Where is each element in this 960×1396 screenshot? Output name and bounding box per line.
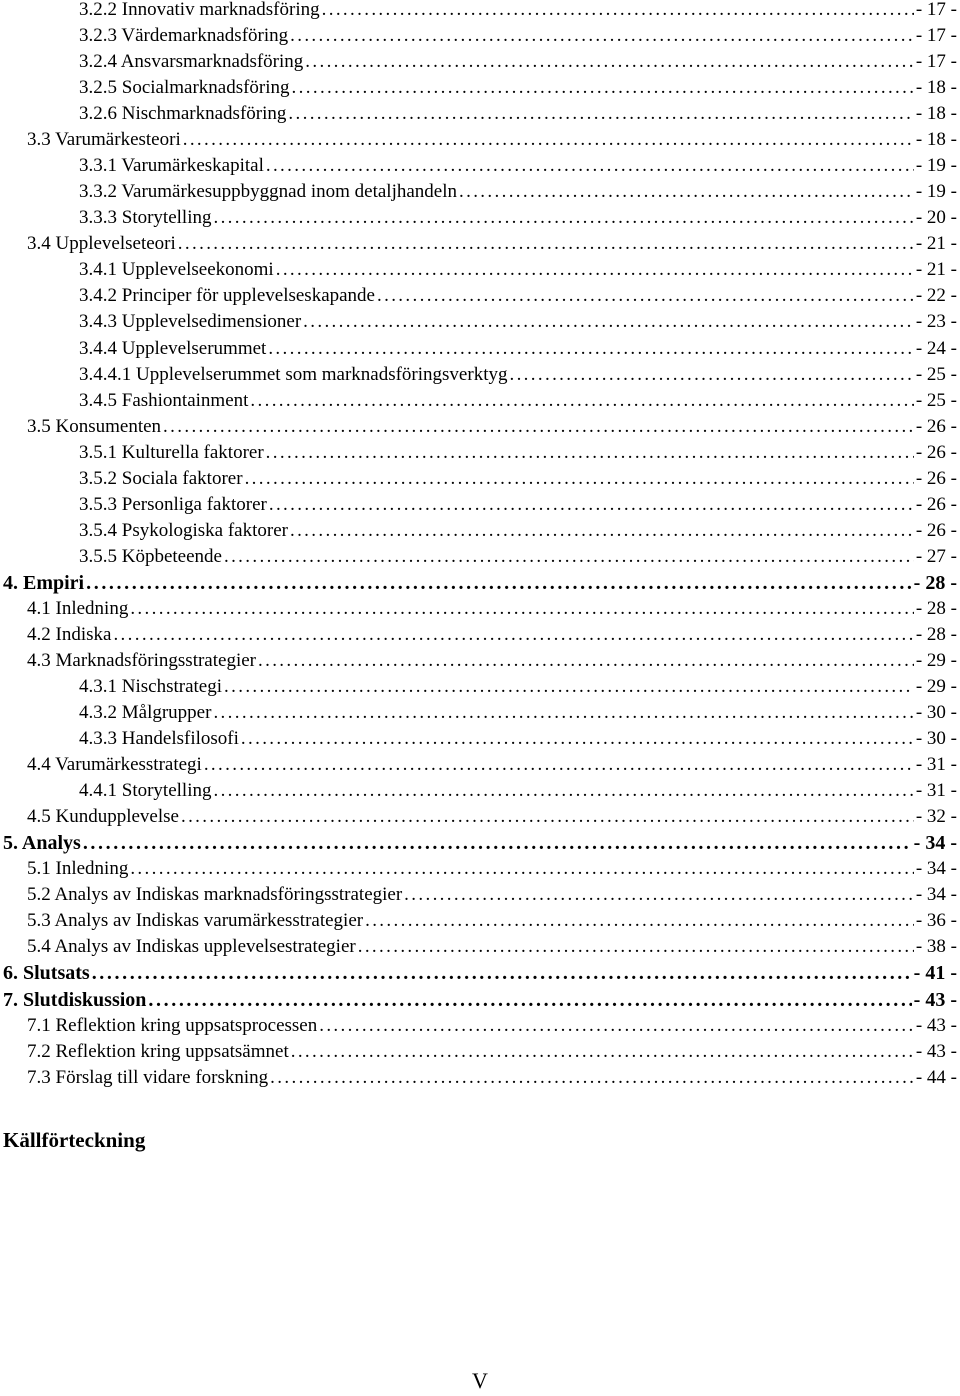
toc-entry-page: - 44 - (915, 1066, 957, 1088)
page-number: V (472, 1368, 488, 1393)
toc-dot-leader (183, 127, 914, 153)
toc-entry-page: - 26 - (915, 519, 957, 541)
toc-entry[interactable] (27, 127, 957, 153)
toc-entry[interactable] (27, 596, 957, 622)
toc-entry-title: 3.4.1 Upplevelseekonomi (79, 259, 274, 281)
toc-entry[interactable] (79, 778, 957, 804)
toc-entry[interactable] (79, 49, 957, 75)
toc-entry[interactable] (79, 309, 957, 335)
toc-entry-title: 4. Empiri (3, 571, 85, 594)
toc-entry-title: 3.3.2 Varumärkesuppbyggnad inom detaljhandeln (79, 181, 457, 203)
toc-entry-title: 4.5 Kundupplevelse (27, 806, 179, 828)
toc-dot-leader (459, 179, 914, 205)
toc-entry-page: - 28 - (915, 623, 957, 645)
toc-entry-page: - 23 - (915, 311, 957, 333)
toc-entry-page: - 31 - (915, 780, 957, 802)
toc-entry[interactable] (27, 1039, 957, 1065)
toc-dot-leader (258, 648, 914, 674)
toc-entry-page: - 29 - (915, 650, 957, 671)
toc-entry-page: - 19 - (915, 155, 957, 177)
toc-dot-leader (241, 726, 914, 752)
toc-entry-title: 7.1 Reflektion kring uppsatsprocessen (27, 1014, 318, 1036)
toc-dot-leader (213, 205, 913, 231)
section-heading-kallforteckning: Källförteckning (3, 1128, 146, 1152)
toc-entry-title: 3.4.2 Principer för upplevelseskapande (79, 285, 375, 307)
toc-dot-leader (266, 440, 914, 466)
toc-entry[interactable] (79, 205, 957, 231)
toc-entry-page: - 27 - (915, 545, 957, 567)
toc-entry[interactable] (3, 960, 957, 986)
toc-entry-page: - 31 - (915, 754, 957, 776)
toc-entry-title: 6. Slutsats (3, 962, 90, 985)
toc-dot-leader (365, 908, 914, 934)
toc-entry-title: 3.2.5 Socialmarknadsföring (79, 77, 290, 99)
toc-entry[interactable] (27, 908, 957, 934)
toc-dot-leader (291, 1039, 914, 1065)
toc-dot-leader (377, 283, 914, 309)
toc-entry-page: - 26 - (915, 493, 957, 515)
toc-entry-page: - 43 - (915, 1014, 957, 1036)
toc-dot-leader (404, 882, 914, 908)
toc-entry-page: - 17 - (915, 25, 957, 47)
toc-dot-leader (288, 101, 913, 127)
toc-entry-page: - 19 - (915, 181, 957, 203)
toc-dot-leader (270, 1065, 914, 1091)
toc-entry-page: - 26 - (915, 441, 957, 463)
toc-dot-leader (303, 309, 914, 335)
toc-entry[interactable] (3, 570, 957, 596)
toc-dot-leader (290, 23, 914, 49)
toc-entry[interactable] (27, 856, 957, 882)
toc-entry[interactable] (79, 257, 957, 283)
toc-entry[interactable] (27, 1065, 957, 1091)
toc-dot-leader (213, 778, 913, 804)
toc-entry-page: - 38 - (915, 936, 957, 958)
toc-entry-title: 4.2 Indiska (27, 623, 112, 645)
toc-entry-title: 4.4 Varumärkesstrategi (27, 754, 202, 776)
toc-entry-page: - 18 - (915, 103, 957, 125)
toc-entry-title: 3.5 Konsumenten (27, 415, 162, 437)
toc-entry-page: - 24 - (915, 337, 957, 359)
toc-entry-page: - 20 - (915, 207, 957, 229)
toc-entry-title: 3.5.2 Sociala faktorer (79, 467, 243, 489)
toc-entry[interactable] (79, 23, 957, 49)
toc-entry-page: - 34 - (913, 832, 957, 855)
toc-dot-leader (130, 596, 914, 622)
toc-entry[interactable] (79, 492, 957, 518)
toc-entry-title: 4.3.2 Målgrupper (79, 702, 212, 724)
toc-dot-leader (113, 622, 913, 648)
toc-entry[interactable] (27, 1013, 957, 1039)
toc-entry-title: 4.4.1 Storytelling (79, 780, 212, 802)
toc-dot-leader (245, 466, 914, 492)
toc-entry[interactable] (27, 231, 957, 257)
toc-dot-leader (213, 700, 913, 726)
toc-entry-page: - 43 - (913, 988, 957, 1011)
toc-entry[interactable] (27, 752, 957, 778)
toc-entry[interactable] (79, 75, 957, 101)
toc-entry-title: 7.3 Förslag till vidare forskning (27, 1066, 269, 1088)
toc-entry-title: 7.2 Reflektion kring uppsatsämnet (27, 1040, 289, 1062)
toc-entry-title: 5. Analys (3, 832, 81, 855)
toc-entry-title: 5.3 Analys av Indiskas varumärkesstrategier (27, 910, 364, 932)
toc-dot-leader (204, 752, 914, 778)
toc-entry-page: - 30 - (915, 728, 957, 750)
toc-entry-title: 3.2.4 Ansvarsmarknadsföring (79, 51, 304, 73)
toc-entry-title: 3.3.1 Varumärkeskapital (79, 155, 264, 177)
toc-entry-page: - 32 - (915, 806, 957, 828)
toc-dot-leader (290, 518, 914, 544)
toc-entry[interactable] (79, 336, 957, 362)
toc-dot-leader (322, 0, 914, 23)
toc-entry[interactable] (79, 544, 957, 570)
toc-entry-title: 3.4 Upplevelseteori (27, 233, 176, 255)
toc-entry-page: - 30 - (915, 702, 957, 724)
toc-entry[interactable] (27, 622, 957, 648)
toc-entry[interactable] (3, 987, 957, 1013)
toc-entry-page: - 36 - (915, 910, 957, 932)
toc-entry-title: 5.2 Analys av Indiskas marknadsföringsstrategier (27, 884, 403, 906)
toc-entry[interactable] (79, 179, 957, 205)
toc-entry[interactable] (3, 830, 957, 856)
toc-dot-leader (178, 231, 914, 257)
toc-entry[interactable] (79, 362, 957, 388)
toc-entry[interactable] (79, 674, 957, 700)
toc-entry[interactable] (27, 804, 957, 830)
toc-dot-leader (358, 934, 914, 960)
toc-entry-title: 3.5.1 Kulturella faktorer (79, 441, 264, 463)
toc-dot-leader (86, 570, 912, 596)
toc-entry[interactable] (79, 101, 957, 127)
toc-entry-page: - 41 - (913, 962, 957, 985)
toc-entry-page: - 18 - (915, 129, 957, 151)
toc-entry-page: - 22 - (915, 285, 957, 307)
toc-entry-title: 3.2.3 Värdemarknadsföring (79, 25, 289, 47)
toc-entry-page: - 26 - (915, 415, 957, 437)
toc-entry[interactable] (79, 0, 957, 23)
toc-entry-title: 3.4.3 Upplevelsedimensioner (79, 311, 302, 333)
toc-entry-page: - 25 - (915, 363, 957, 385)
toc-entry-page: - 29 - (915, 676, 957, 698)
toc-dot-leader (276, 257, 914, 283)
toc-dot-leader (181, 804, 914, 830)
toc-entry[interactable] (79, 518, 957, 544)
toc-entry-title: 3.2.6 Nischmarknadsföring (79, 103, 287, 125)
toc-dot-leader (266, 153, 914, 179)
toc-entry-title: 3.5.4 Psykologiska faktorer (79, 519, 288, 541)
toc-entry-title: 3.5.5 Köpbeteende (79, 545, 222, 567)
toc-entry[interactable] (79, 283, 957, 309)
toc-dot-leader (269, 492, 914, 518)
toc-dot-leader (83, 830, 912, 856)
toc-entry-title: 5.4 Analys av Indiskas upplevelsestrategier (27, 936, 356, 958)
toc-entry-title: 3.2.2 Innovativ marknadsföring (79, 0, 320, 20)
toc-dot-leader (92, 960, 912, 986)
toc-dot-leader (268, 336, 914, 362)
toc-entry-page: - 18 - (915, 77, 957, 99)
toc-entry-title: 3.3.3 Storytelling (79, 207, 212, 229)
toc-entry-page: - 34 - (915, 884, 957, 906)
toc-entry[interactable] (79, 388, 957, 414)
toc-entry-page: - 28 - (913, 571, 957, 594)
toc-entry-page: - 34 - (915, 858, 957, 880)
toc-dot-leader (250, 388, 913, 414)
toc-entry[interactable] (27, 414, 957, 440)
toc-entry-title: 4.3.1 Nischstrategi (79, 676, 223, 698)
toc-dot-leader (224, 674, 914, 700)
toc-entry[interactable] (79, 726, 957, 752)
toc-entry[interactable] (27, 648, 957, 674)
toc-entry-page: - 28 - (915, 597, 957, 619)
toc-entry[interactable] (79, 440, 957, 466)
toc-dot-leader (130, 856, 914, 882)
toc-entry-title: 3.4.4 Upplevelserummet (79, 337, 267, 359)
toc-entry-title: 4.1 Inledning (27, 597, 129, 619)
toc-dot-leader (305, 49, 914, 75)
toc-entry-title: 4.3 Marknadsföringsstrategier (27, 650, 256, 671)
toc-entry-title: 3.4.4.1 Upplevelserummet som marknadsföringsverktyg (79, 363, 508, 385)
toc-entry-title: 4.3.3 Handelsfilosofi (79, 728, 239, 750)
toc-entry-page: - 21 - (915, 259, 957, 281)
toc-entry[interactable] (79, 700, 957, 726)
toc-entry-title: 3.5.3 Personliga faktorer (79, 493, 267, 515)
toc-entry-title: 3.3 Varumärkesteori (27, 129, 181, 151)
toc-entry[interactable] (27, 882, 957, 908)
toc-entry[interactable] (27, 934, 957, 960)
toc-entry-page: - 26 - (915, 467, 957, 489)
toc-entry-title: 5.1 Inledning (27, 858, 129, 880)
toc-entry[interactable] (79, 466, 957, 492)
toc-dot-leader (292, 75, 914, 101)
toc-dot-leader (319, 1013, 914, 1039)
toc-entry[interactable] (79, 153, 957, 179)
toc-entry-page: - 17 - (915, 51, 957, 73)
toc-entry-page: - 25 - (915, 389, 957, 411)
toc-entry-page: - 17 - (915, 0, 957, 20)
toc-entry-page: - 43 - (915, 1040, 957, 1062)
toc-entry-title: 7. Slutdiskussion (3, 988, 147, 1011)
toc-dot-leader (163, 414, 914, 440)
toc-entry-title: 3.4.5 Fashiontainment (79, 389, 249, 411)
toc-entry-page: - 21 - (915, 233, 957, 255)
toc-dot-leader (148, 987, 911, 1013)
toc-dot-leader (224, 544, 914, 570)
toc-dot-leader (509, 362, 913, 388)
